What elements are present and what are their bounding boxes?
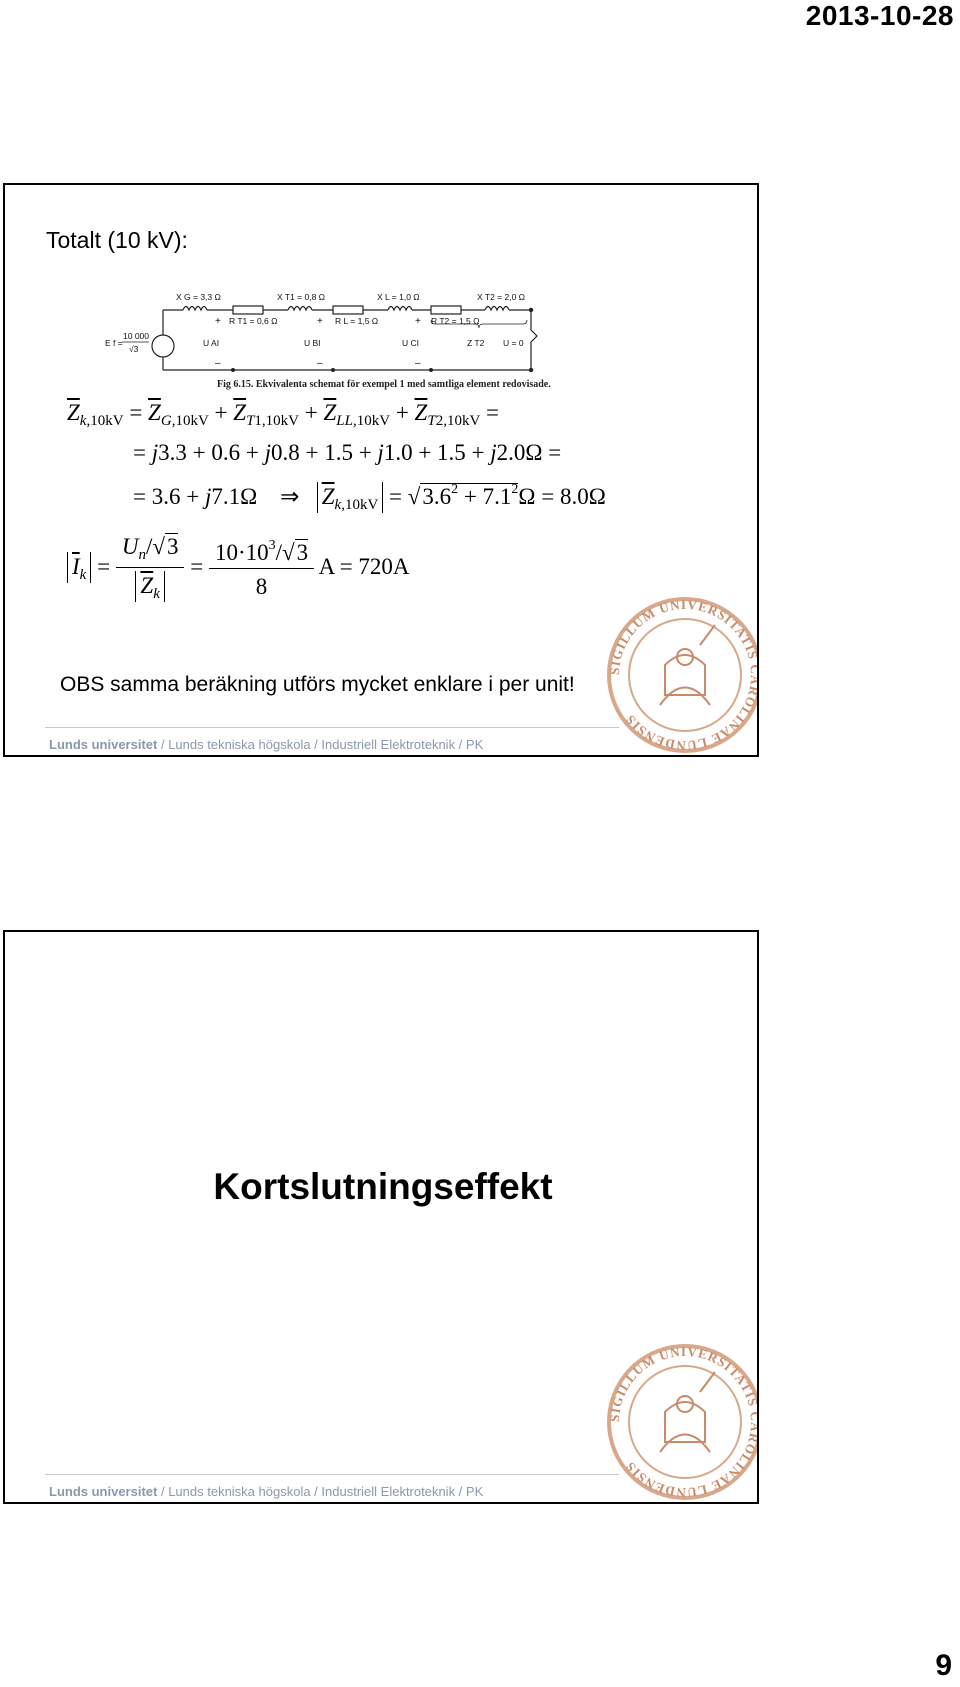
footer-departments: / Lunds tekniska högskola / Industriell Elektroteknik / PK	[157, 1484, 484, 1499]
figure-caption: Fig 6.15. Ekvivalenta schemat för exempel 1 med samtliga element redovisade.	[217, 379, 551, 390]
lund-university-seal-icon	[605, 1342, 764, 1502]
slide-footer	[49, 737, 483, 752]
minus-sign: –	[215, 358, 221, 369]
label-u0: U = 0	[503, 338, 524, 348]
plus-sign: +	[317, 316, 323, 327]
slide-kortslutningseffekt	[3, 930, 764, 1504]
label-xl: X L = 1,0 Ω	[377, 292, 420, 302]
label-xt1: X T1 = 0,8 Ω	[277, 292, 326, 302]
page-number: 9	[935, 1649, 952, 1682]
minus-sign: –	[317, 358, 323, 369]
label-ef: E f =	[105, 338, 123, 348]
minus-sign: –	[415, 358, 421, 369]
label-xt2: X T2 = 2,0 Ω	[477, 292, 526, 302]
label-uai: U AI	[203, 338, 220, 348]
plus-sign: +	[215, 316, 221, 327]
footer-divider	[45, 727, 619, 728]
equivalent-circuit-figure	[105, 290, 565, 392]
equation-zk-sum: $\overline{Z}_{k,10kV} = \overline{Z}_{G,10kV} + \overline{Z}_{T1,10kV} + \overline{Z}_{LL,10kV} + \overline{Z}_{T2,10kV}$ =	[67, 400, 500, 429]
slide-totalt	[3, 183, 764, 757]
seal-text: SIGILLUM UNIVERSITATIS CAROLINAE LUNDENSIS	[606, 596, 764, 754]
plus-sign: +	[415, 316, 421, 327]
label-rt2: R T2 = 1,5 Ω	[431, 316, 480, 326]
equation-ik: $\overline{I}_k$ = $\frac{U_n/√3}{\overline{Z}_k}$ = $\frac{10\cdot 10^3/√3}{8}$ A = 720A	[67, 535, 410, 602]
obs-note: OBS samma beräkning utförs mycket enklare i per unit!	[60, 673, 575, 696]
label-rt1: R T1 = 0,6 Ω	[229, 316, 278, 326]
footer-divider	[45, 1474, 619, 1475]
label-zt2: Z T2	[467, 338, 485, 348]
slide-title: Kortslutningseffekt	[213, 1166, 553, 1207]
seal-text: SIGILLUM UNIVERSITATIS CAROLINAE LUNDENSIS	[606, 1343, 764, 1501]
lund-university-seal-icon	[605, 595, 764, 755]
equation-zk-magnitude: = 3.6 + j7.1Ω ⇒ $\overline{Z}_{k,10kV} = √3.6^2 + 7.1^2\Omega = 8.0\Omega$	[133, 482, 606, 513]
slide-footer	[49, 1484, 483, 1499]
footer-university: Lunds universitet	[49, 1484, 158, 1499]
footer-university: Lunds universitet	[49, 737, 158, 752]
label-uci: U CI	[402, 338, 419, 348]
equation-zk-values: = j3.3 + 0.6 + j0.8 + 1.5 + j1.0 + 1.5 + j2.0Ω =	[133, 440, 562, 465]
label-ef-denominator: √3	[129, 344, 139, 354]
label-ef-numerator: 10 000	[123, 331, 149, 341]
label-rl: R L = 1,5 Ω	[335, 316, 379, 326]
label-xg: X G = 3,3 Ω	[176, 292, 221, 302]
date-header: 2013-10-28	[805, 0, 954, 31]
label-ubi: U BI	[304, 338, 321, 348]
slide-title: Totalt (10 kV):	[46, 227, 188, 253]
footer-departments: / Lunds tekniska högskola / Industriell Elektroteknik / PK	[157, 737, 484, 752]
